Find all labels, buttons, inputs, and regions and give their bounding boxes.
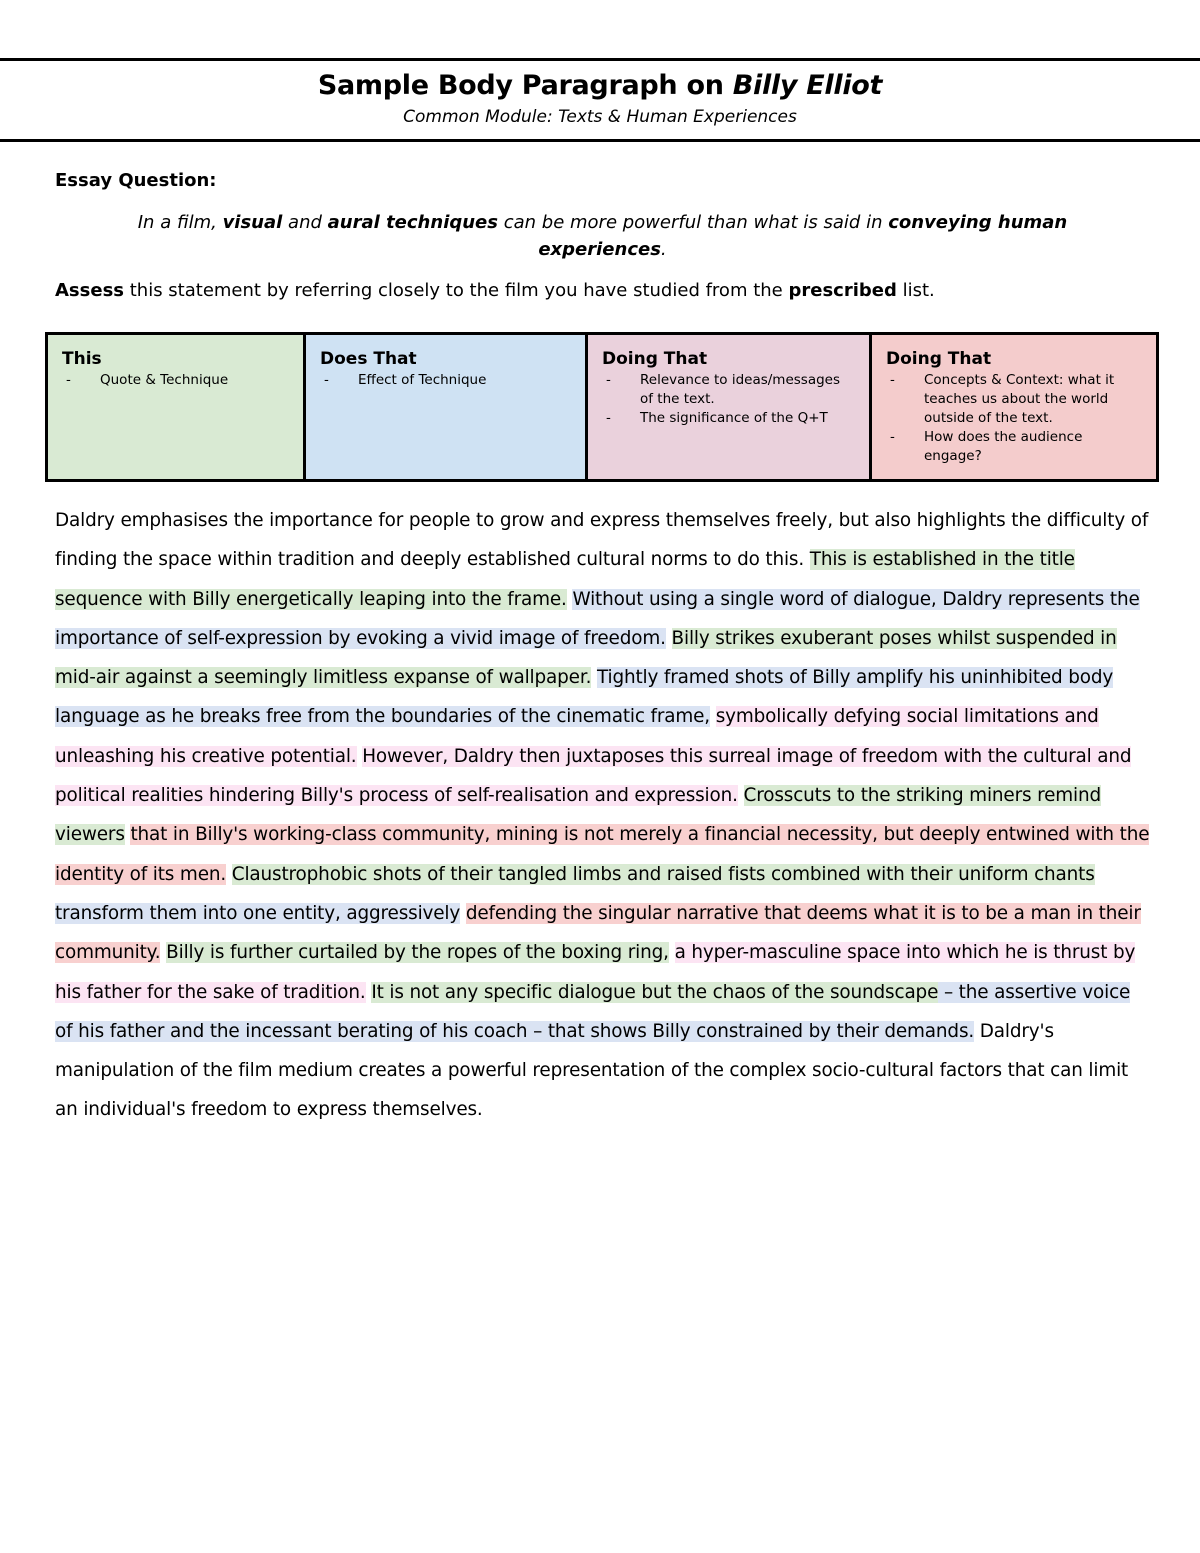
question-keyword: aural techniques: [327, 212, 498, 233]
column-list: [320, 371, 573, 390]
question-part: and: [288, 212, 322, 233]
paragraph-segment: transform them into one entity, aggressively: [55, 902, 461, 924]
teel-table: [45, 332, 1159, 482]
question-part: can be more powerful than what is said in: [503, 212, 883, 233]
essay-question-label: Essay Question:: [55, 170, 217, 191]
list-item: - How does the audience engage?: [886, 428, 1144, 466]
teel-column-doing-that-2: [871, 334, 1158, 481]
bottom-rule: [0, 139, 1200, 142]
assess-text: this statement by referring closely to the film you have studied from the: [129, 280, 783, 301]
paragraph-segment: Claustrophobic shots of their tangled limbs and raised fists combined with their uniform chants: [231, 863, 1095, 885]
list-item: - Quote & Technique: [62, 371, 291, 390]
paragraph-segment: symbolically defying social limitations and unleashing his creative potential.: [55, 706, 1099, 767]
question-part: In a film,: [137, 212, 217, 233]
page-subtitle: Common Module: Texts & Human Experiences: [403, 107, 797, 127]
paragraph-segment: Without using a single word of dialogue, Daldry represents the importance of self-expression by evoking a vivid image of freedom.: [55, 588, 1140, 649]
top-rule: [0, 58, 1200, 61]
column-heading: Does That: [320, 349, 417, 369]
paragraph-segment: Billy strikes exuberant poses whilst suspended in mid-air against a seemingly limitless expanse of wallpaper.: [55, 627, 1117, 689]
paragraph-segment: It is not any specific dialogue but the chaos of the soundscape: [371, 981, 939, 1003]
assess-keyword: prescribed: [788, 280, 897, 301]
question-keyword: visual: [222, 212, 283, 233]
assess-instruction: [55, 280, 935, 301]
paragraph-segment: Tightly framed shots of Billy amplify his uninhibited body language as he breaks free from the boundaries of the cinematic frame,: [55, 667, 1114, 728]
paragraph-segment: This is established in the title sequence with Billy energetically leaping into the frame.: [55, 549, 1075, 610]
teel-column-does-that: [305, 334, 587, 481]
paragraph-segment: [226, 864, 232, 885]
title-prefix: Sample Body Paragraph on: [317, 70, 724, 101]
paragraph-segment: that in Billy's working-class community, mining is not merely a financial necessity, but deeply entwined with the identity of its men.: [55, 824, 1150, 885]
paragraph-segment: [460, 903, 466, 924]
paragraph-segment: defending the singular narrative that deems what it is to be a man in their community.: [55, 902, 1141, 964]
question-part: .: [660, 239, 667, 260]
question-keyword: conveying human experiences: [538, 212, 1068, 260]
assess-keyword: Assess: [55, 280, 124, 301]
assess-text: list.: [902, 280, 935, 301]
paragraph-segment: Crosscuts to the striking miners remind viewers: [55, 785, 1102, 846]
page-title: [0, 70, 1200, 101]
paragraph-segment: [669, 942, 675, 963]
paragraph-segment: [666, 628, 672, 649]
list-item: - Relevance to ideas/messages of the text.: [602, 371, 857, 409]
column-heading: This: [62, 349, 102, 369]
column-list: [602, 371, 857, 428]
title-film: Billy Elliot: [732, 70, 883, 101]
paragraph-segment: Daldry's manipulation of the film medium creates a powerful representation of the complex socio-cultural factors that can limit an individual's freedom to express themselves.: [55, 1020, 1129, 1121]
body-paragraph: [55, 501, 1150, 1130]
column-list: [886, 371, 1144, 466]
paragraph-segment: [738, 785, 744, 806]
essay-question: [90, 209, 1115, 263]
teel-column-doing-that-1: [587, 334, 871, 481]
paragraph-segment: Daldry emphasises the importance for people to grow and express themselves freely, but also highlights the difficulty of finding the space within tradition and deeply established cultural norms to do this.: [55, 510, 1149, 571]
list-item: - The significance of the Q+T: [602, 409, 857, 428]
paragraph-segment: Billy is further curtailed by the ropes of the boxing ring,: [166, 942, 669, 964]
paragraph-segment: However, Daldry then juxtaposes this surreal image of freedom with the cultural and political realities hindering Billy's process of self-realisation and expression.: [55, 745, 1132, 807]
column-heading: Doing That: [602, 349, 708, 369]
column-heading: Doing That: [886, 349, 992, 369]
paragraph-segment: a hyper-masculine space into which he is thrust by his father for the sake of tradition.: [55, 942, 1136, 1003]
paragraph-segment: [710, 706, 716, 727]
column-list: [62, 371, 291, 390]
paragraph-segment: – the assertive voice of his father and the incessant berating of his coach – that shows Billy constrained by their demands.: [55, 981, 1131, 1042]
teel-column-this: [47, 334, 305, 481]
list-item: - Concepts & Context: what it teaches us about the world outside of the text.: [886, 371, 1144, 428]
list-item: - Effect of Technique: [320, 371, 573, 390]
